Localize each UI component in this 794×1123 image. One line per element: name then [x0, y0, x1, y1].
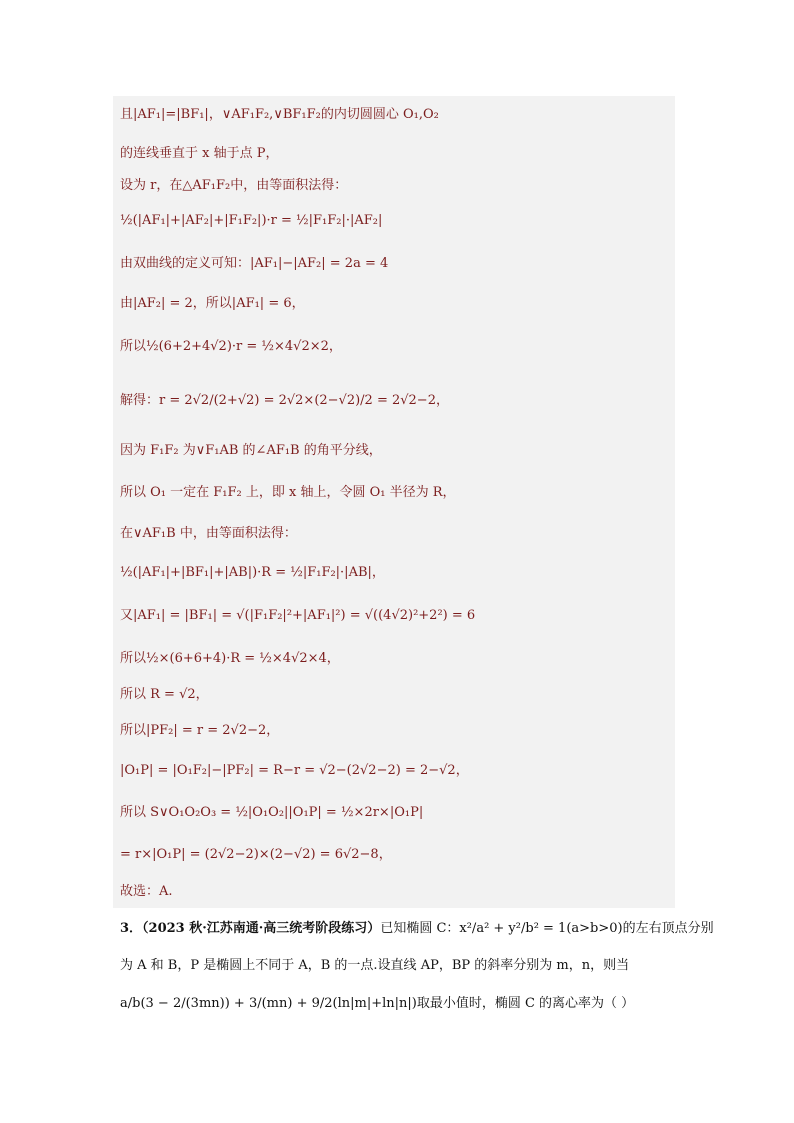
question-source: （2023 秋·江苏南通·高三统考阶段练习） — [142, 921, 381, 936]
solution-line: 所以 O₁ 一定在 F₁F₂ 上，即 x 轴上，令圆 O₁ 半径为 R， — [120, 485, 456, 500]
solution-line: 又|AF₁| = |BF₁| = √(|F₁F₂|²+|AF₁|²) = √((4√2)²+2²) = 6 — [120, 608, 476, 623]
solution-line: = r×|O₁P| = (2√2−2)×(2−√2) = 6√2−8， — [120, 847, 392, 862]
question-text-3: a/b(3 − 2/(3mn)) + 3/(mn) + 9/2(ln|m|+ln|n|)取最小值时，椭圆 C 的离心率为（ ） — [120, 996, 635, 1011]
solution-line: |O₁P| = |O₁F₂|−|PF₂| = R−r = √2−(2√2−2) = 2−√2， — [120, 763, 469, 778]
solution-line: 所以½×(6+6+4)·R = ½×4√2×4， — [120, 651, 340, 666]
solution-line: 由双曲线的定义可知：|AF₁|−|AF₂| = 2a = 4 — [120, 256, 389, 271]
solution-line: 且|AF₁|=|BF₁|，∨AF₁F₂,∨BF₁F₂的内切圆圆心 O₁,O₂ — [120, 107, 439, 122]
question-number: 3． — [120, 921, 143, 936]
question-line-2 — [120, 957, 629, 975]
solution-line: 所以 S∨O₁O₂O₃ = ½|O₁O₂||O₁P| = ½×2r×|O₁P| — [120, 805, 424, 820]
solution-line: 在∨AF₁B 中，由等面积法得： — [120, 526, 297, 541]
question-text-1: 已知椭圆 C：x²/a² + y²/b² = 1(a>b>0)的左右顶点分别 — [380, 921, 714, 936]
solution-line: 所以|PF₂| = r = 2√2−2， — [120, 723, 280, 738]
solution-line: 的连线垂直于 x 轴于点 P， — [120, 146, 279, 161]
solution-line: 设为 r，在△AF₁F₂中，由等面积法得： — [120, 178, 348, 193]
solution-line: 因为 F₁F₂ 为∨F₁AB 的∠AF₁B 的角平分线， — [120, 443, 382, 458]
solution-line: ½(|AF₁|+|AF₂|+|F₁F₂|)·r = ½|F₁F₂|·|AF₂| — [120, 213, 383, 228]
question-line-1 — [120, 920, 714, 938]
solution-line: 解得：r = 2√2/(2+√2) = 2√2×(2−√2)/2 = 2√2−2， — [120, 393, 449, 408]
solution-line: 所以 R = √2， — [120, 687, 209, 702]
question-line-3 — [120, 995, 634, 1013]
question-text-2: 为 A 和 B，P 是椭圆上不同于 A，B 的一点.设直线 AP，BP 的斜率分别为 m，n，则当 — [120, 958, 630, 973]
solution-line: 故选：A. — [120, 884, 173, 899]
solution-line: ½(|AF₁|+|BF₁|+|AB|)·R = ½|F₁F₂|·|AB|， — [120, 565, 385, 580]
solution-line: 由|AF₂| = 2，所以|AF₁| = 6， — [120, 296, 305, 311]
solution-line: 所以½(6+2+4√2)·r = ½×4√2×2， — [120, 339, 342, 354]
